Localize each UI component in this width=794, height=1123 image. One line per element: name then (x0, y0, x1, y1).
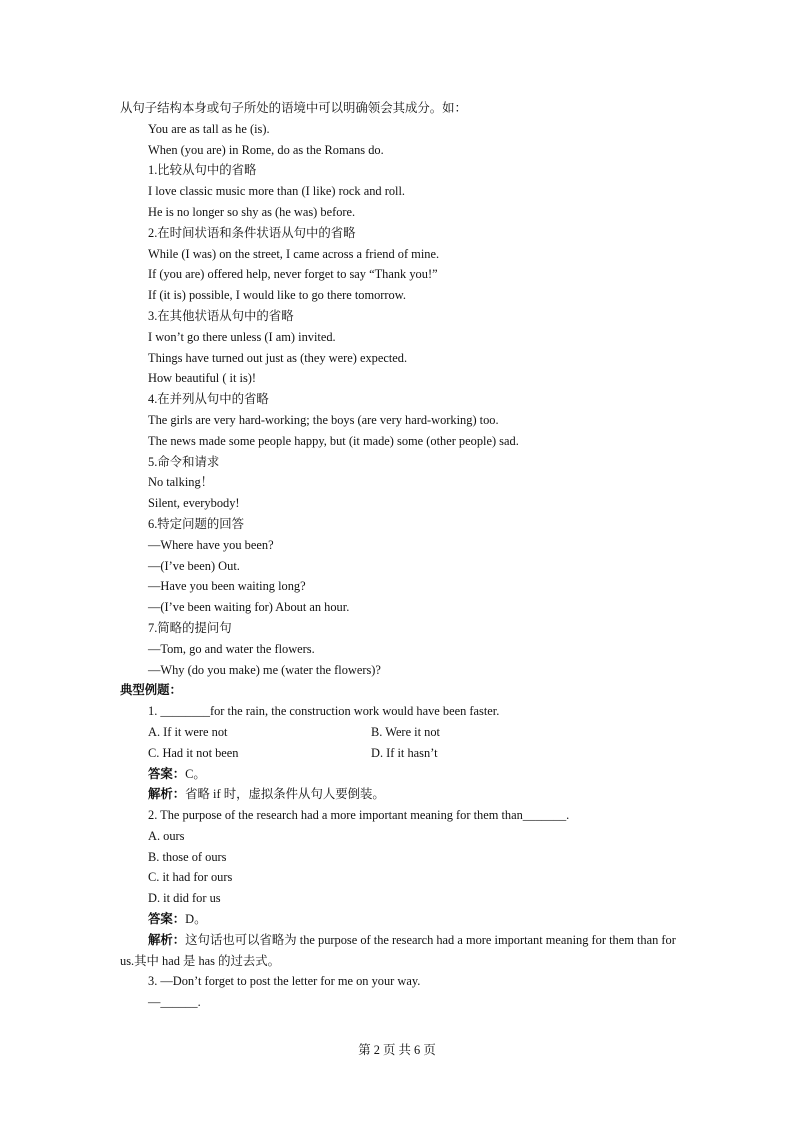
example-sentence: —(I’ve been) Out. (148, 558, 240, 573)
example-sentence: Silent, everybody! (148, 496, 240, 511)
example-sentence: —Why (do you make) me (water the flowers)? (148, 662, 381, 677)
intro-example: When (you are) in Rome, do as the Romans do. (148, 142, 384, 157)
section-heading: 4.在并列从句中的省略 (148, 392, 269, 407)
option-a: A. ours (148, 828, 185, 843)
answer-line (120, 909, 680, 930)
answer-label: 答案： (148, 912, 186, 927)
example-sentence: —Tom, go and water the flowers. (148, 641, 315, 656)
page-footer: 第 2 页 共 6 页 (358, 1043, 436, 1057)
section-heading: 6.特定问题的回答 (148, 516, 245, 531)
option-d: D. If it hasn’t (371, 745, 438, 760)
intro-paragraph: 从句子结构本身或句子所处的语境中可以明确领会其成分。如： (120, 101, 467, 115)
example-sentence: If (you are) offered help, never forget to say “Thank you!” (148, 267, 438, 282)
example-sentence: How beautiful ( it is)! (148, 371, 257, 386)
analysis-line (120, 784, 680, 805)
intro-example: You are as tall as he (is). (148, 121, 270, 136)
example-sentence: —Where have you been? (148, 537, 274, 552)
analysis-text: 这句话也可以省略为 the purpose of the research had a more important meaning for them than for us.其中 had 是 has 的过去式。 (120, 932, 676, 968)
question-stem: 1. ________for the rain, the construction work would have been faster. (148, 704, 500, 719)
examples-heading: 典型例题： (120, 683, 182, 698)
option-b: B. Were it not (371, 724, 440, 739)
reply-blank: —______. (148, 995, 201, 1010)
section-heading: 3.在其他状语从句中的省略 (148, 308, 294, 323)
example-sentence: —(I’ve been waiting for) About an hour. (148, 600, 350, 615)
answer-value: D。 (185, 912, 207, 927)
example-sentence: —Have you been waiting long? (148, 579, 306, 594)
example-sentence: While (I was) on the street, I came across a friend of mine. (148, 246, 440, 261)
answer-line (120, 764, 680, 785)
analysis-label: 解析： (148, 787, 186, 802)
section-heading: 2.在时间状语和条件状语从句中的省略 (148, 225, 356, 240)
example-sentence: The girls are very hard-working; the boys (are very hard-working) too. (148, 412, 499, 427)
example-sentence: The news made some people happy, but (it made) some (other people) sad. (148, 433, 519, 448)
example-sentence: He is no longer so shy as (he was) before. (148, 204, 356, 219)
question-stem: 2. The purpose of the research had a more important meaning for them than_______. (148, 808, 570, 823)
option-row (120, 722, 680, 743)
section-heading: 1.比较从句中的省略 (148, 163, 257, 178)
option-d: D. it did for us (148, 891, 221, 906)
analysis-label: 解析： (148, 932, 186, 947)
example-sentence: I love classic music more than (I like) rock and roll. (148, 184, 406, 199)
section-heading: 5.命令和请求 (148, 454, 220, 469)
example-sentence: No talking！ (148, 475, 214, 490)
question-stem: 3. —Don’t forget to post the letter for me on your way. (148, 974, 421, 989)
example-sentence: I won’t go there unless (I am) invited. (148, 329, 336, 344)
option-b: B. those of ours (148, 849, 227, 864)
option-a: A. If it were not (148, 724, 228, 739)
option-c: C. Had it not been (148, 745, 239, 760)
example-sentence: Things have turned out just as (they were) expected. (148, 350, 408, 365)
option-row (120, 743, 680, 764)
analysis-paragraph (120, 930, 678, 972)
answer-label: 答案： (148, 766, 186, 781)
page-content (120, 98, 680, 1013)
example-sentence: If (it is) possible, I would like to go there tomorrow. (148, 288, 406, 303)
analysis-text: 省略 if 时，虚拟条件从句人要倒装。 (185, 787, 385, 802)
section-heading: 7.简略的提问句 (148, 620, 232, 635)
answer-value: C。 (185, 766, 206, 781)
option-c: C. it had for ours (148, 870, 233, 885)
